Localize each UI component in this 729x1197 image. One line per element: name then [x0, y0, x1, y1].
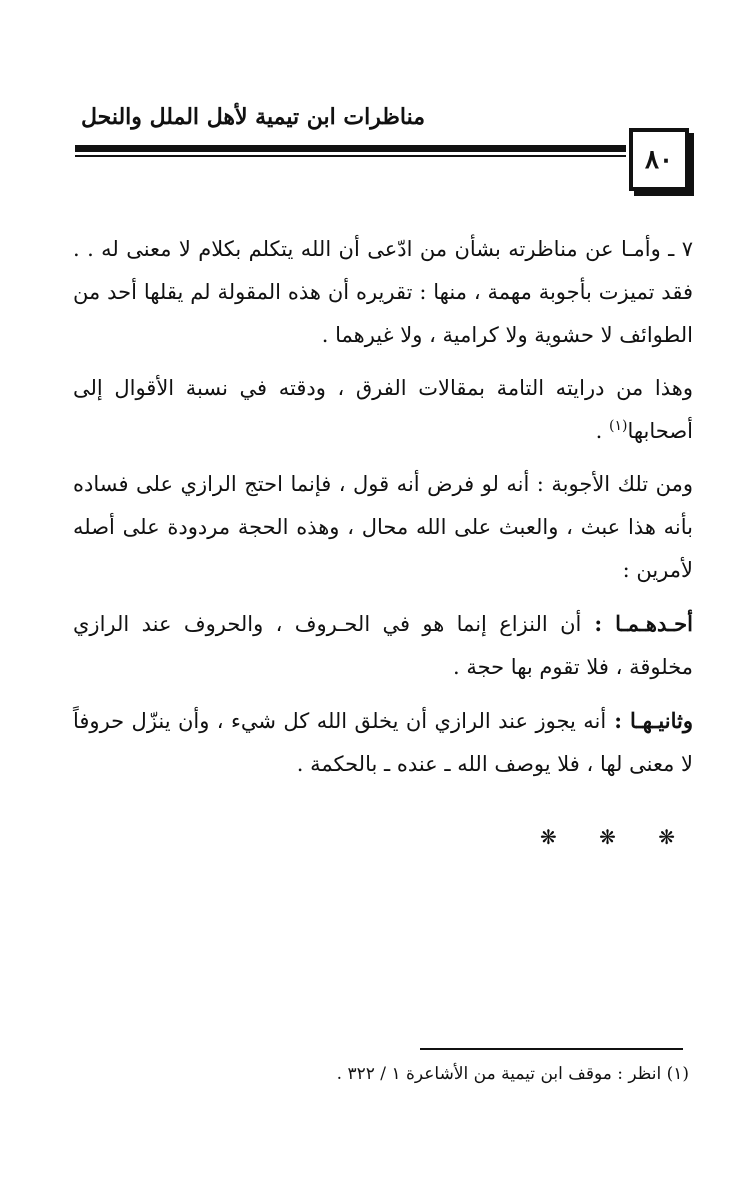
- header-rule-thin: [75, 155, 626, 157]
- paragraph-2-tail: .: [595, 419, 609, 443]
- footnote-reference[interactable]: (١): [608, 418, 628, 434]
- page-number: ٨٠: [645, 144, 673, 175]
- body-text: [73, 228, 693, 859]
- running-header-title: مناظرات ابن تيمية لأهل الملل والنحل: [80, 104, 425, 130]
- header-rule-thick: [75, 145, 626, 152]
- paragraph-4-text: أن النزاع إنما هو في الحـروف ، والحروف عند الرازي مخلوقة ، فلا تقوم بها حجة .: [73, 612, 693, 679]
- paragraph-1: [73, 228, 693, 357]
- paragraph-5-lead: وثانيـهـا :: [606, 708, 694, 733]
- paragraph-3: [73, 463, 693, 592]
- footnote: (١) انظر : موقف ابن تيمية من الأشاعرة ١ / ٣٢٢ .: [336, 1064, 689, 1084]
- paragraph-2-text: وهذا من درايته التامة بمقالات الفرق ، ودقته في نسبة الأقوال إلى أصحابها: [73, 376, 693, 443]
- paragraph-2: [73, 367, 693, 453]
- paragraph-4-lead: أحـدهـمـا :: [581, 611, 693, 636]
- paragraph-5-text: أنه يجوز عند الرازي أن يخلق الله كل شيء ، وأن ينزّل حروفاً لا معنى لها ، فلا يوصف الله ـ عنده ـ بالحكمة .: [73, 709, 693, 776]
- paragraph-1-text: ٧ ـ وأمـا عن مناظرته بشأن من ادّعى أن الله يتكلم بكلام لا معنى له . . فقد تميزت بأجوبة مهمة ، منها : تقريره أن هذه المقولة لم يقلها أحد من الطوائف لا حشوية ولا كرامية ، ولا غيرهما .: [73, 237, 693, 347]
- footnote-rule: [420, 1048, 683, 1050]
- paragraph-5: [73, 699, 693, 786]
- paragraph-4: [73, 602, 693, 689]
- section-separator: ❋ ❋ ❋: [540, 825, 693, 849]
- page-number-box: [629, 128, 689, 191]
- paragraph-3-text: ومن تلك الأجوبة : أنه لو فرض أنه قول ، فإنما احتج الرازي على فساده بأنه هذا عبث ، والعبث على الله محال ، وهذه الحجة مردودة على أصله لأمرين :: [73, 472, 693, 582]
